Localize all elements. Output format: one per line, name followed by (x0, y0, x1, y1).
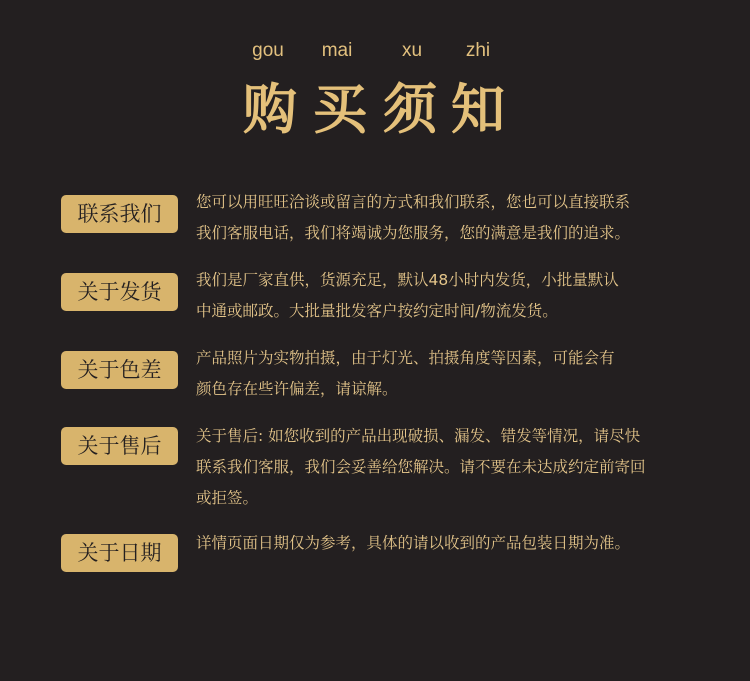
section-description (196, 421, 716, 514)
pinyin-xu: xu (401, 40, 423, 61)
description-line: 关于售后: 如您收到的产品出现破损、漏发、错发等情况，请尽快 (196, 427, 641, 445)
label-badge: 关于发货 (61, 273, 178, 311)
section-description (196, 528, 716, 559)
page-title (0, 75, 750, 145)
section-description (196, 343, 716, 405)
title-char-xu: 须 (383, 78, 437, 141)
description-line: 详情页面日期仅为参考，具体的请以收到的产品包装日期为准。 (196, 534, 631, 552)
label-badge: 关于售后 (61, 427, 178, 465)
pinyin-zhi: zhi (465, 40, 491, 61)
label-badge: 关于日期 (61, 534, 178, 572)
pinyin-gou: gou (252, 40, 284, 61)
description-line: 或拒签。 (196, 489, 259, 507)
description-line: 联系我们客服，我们会妥善给您解决。请不要在未达成约定前寄回 (196, 458, 646, 476)
title-char-mai: 买 (313, 78, 367, 141)
section-description (196, 265, 716, 327)
section-description (196, 187, 716, 249)
description-line: 产品照片为实物拍摄，由于灯光、拍摄角度等因素，可能会有 (196, 349, 615, 367)
description-line: 颜色存在些许偏差，请谅解。 (196, 380, 398, 398)
label-badge: 联系我们 (61, 195, 178, 233)
description-line: 我们是厂家直供，货源充足，默认48小时内发货，小批量默认 (196, 271, 619, 289)
pinyin-row (0, 40, 750, 64)
title-char-gou: 购 (243, 78, 297, 141)
description-line: 您可以用旺旺洽谈或留言的方式和我们联系，您也可以直接联系 (196, 193, 631, 211)
label-badge: 关于色差 (61, 351, 178, 389)
description-line: 我们客服电话，我们将竭诚为您服务，您的满意是我们的追求。 (196, 224, 631, 242)
description-line: 中通或邮政。大批量批发客户按约定时间/物流发货。 (196, 302, 558, 320)
title-char-zhi: 知 (451, 78, 505, 141)
pinyin-mai: mai (321, 40, 353, 61)
